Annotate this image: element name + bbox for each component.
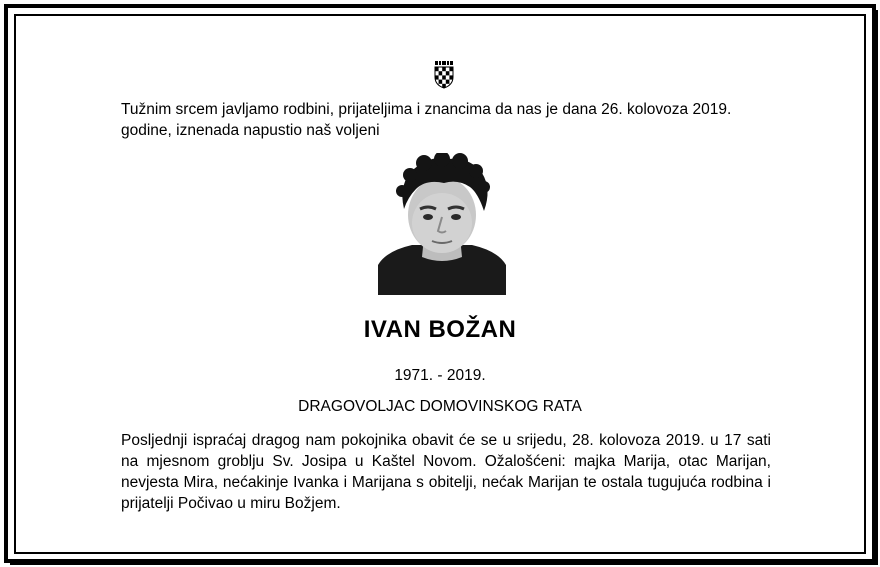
deceased-name: IVAN BOŽAN	[363, 316, 517, 343]
life-years: 1971. - 2019.	[394, 367, 486, 384]
portrait-photo	[378, 153, 506, 295]
intro-text: Tužnim srcem javljamo rodbini, prijateljima i znancima da nas je dana 26. kolovoza 2019. godine, iznenada napustio naš voljeni	[121, 101, 732, 139]
border-shadow-right	[872, 10, 878, 563]
croatian-coat-of-arms-icon	[434, 61, 454, 89]
border-shadow-bottom	[10, 559, 878, 565]
honorary-title: DRAGOVOLJAC DOMOVINSKOG RATA	[298, 398, 582, 415]
funeral-details: Posljednji ispraćaj dragog nam pokojnika obavit će se u srijedu, 28. kolovoza 2019. u 17 sati na mjesnom groblju Sv. Josipa u Kaštel Novom. Ožalošćeni: majka Marija, otac Marijan, nevjesta Mira, nećakinje Ivanka i Marijana s obitelji, nećak Marijan te ostala tugujuća rodbina i prijatelji Počivao u miru Božjem.	[121, 432, 771, 512]
